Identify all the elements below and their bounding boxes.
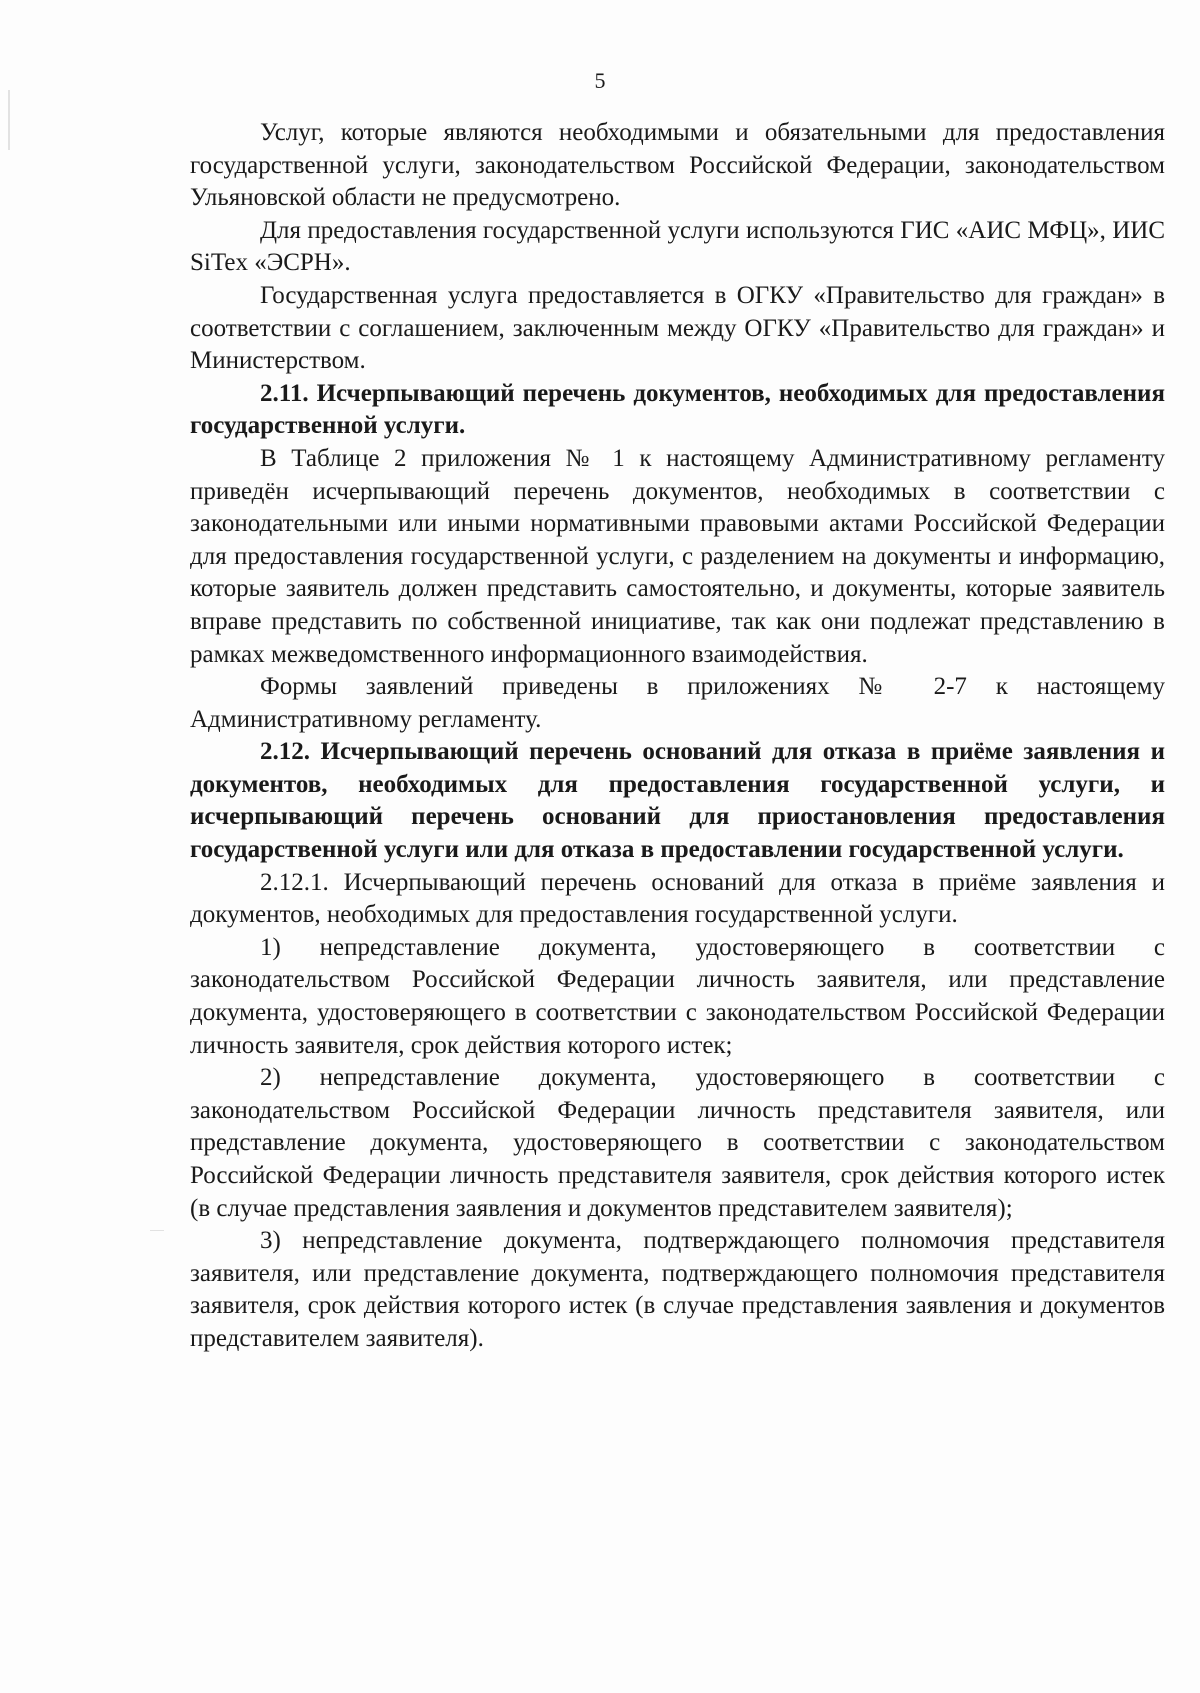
list-item-2: 2) непредставление документа, удостоверяющего в соответствии с законодательством Российской Федерации личность представителя заявителя, или представление документа, удостоверяющего в соответствии с законодательством Российской Федерации личность представителя заявителя, срок действия которого истек (в случае представления заявления и документов представителем заявителя); [190, 1064, 1165, 1222]
paragraph-provider: Государственная услуга предоставляется в ОГКУ «Правительство для граждан» в соответствии с соглашением, заключенным между ОГКУ «Правительство для граждан» и Министерством. [190, 281, 1165, 375]
paragraph-2-12-1: 2.12.1. Исчерпывающий перечень оснований для отказа в приёме заявления и документов, необходимых для предоставления государственной услуги. [190, 868, 1165, 929]
paragraph-forms: Формы заявлений приведены в приложениях № 2-7 к настоящему Административному регламенту. [190, 673, 1165, 733]
list-item-3: 3) непредставление документа, подтверждающего полномочия представителя заявителя, или представление документа, подтверждающего полномочия представителя заявителя, срок действия которого истек (в случае представления заявления и документов представителем заявителя). [190, 1227, 1165, 1352]
document-body [190, 117, 1165, 1356]
paragraph-services: Услуг, которые являются необходимыми и обязательными для предоставления государственной услуги, законодательством Российской Федерации, законодательством Ульяновской области не предусмотрено. [190, 119, 1165, 212]
heading-2-12: 2.12. Исчерпывающий перечень оснований для отказа в приёме заявления и документов, необходимых для предоставления государственной услуги, и исчерпывающий перечень оснований для приостановления предоставления государственной услуги или для отказа в предоставлении государственной услуги. [190, 738, 1165, 864]
page-number: 5 [594, 68, 606, 93]
list-item-1: 1) непредставление документа, удостоверяющего в соответствии с законодательством Российской Федерации личность заявителя, или представление документа, удостоверяющего в соответствии с законодательством Российской Федерации личность заявителя, срок действия которого истек; [190, 933, 1165, 1059]
paragraph-systems: Для предоставления государственной услуги используются ГИС «АИС МФЦ», ИИС SiTex «ЭСРН». [190, 216, 1165, 277]
paragraph-table-2: В Таблице 2 приложения № 1 к настоящему Административному регламенту приведён исчерпывающий перечень документов, необходимых в соответствии с законодательными или иными нормативными правовыми актами Российской Федерации для предоставления государственной услуги, с разделением на документы и информацию, которые заявитель должен представить самостоятельно, и документы, которые заявитель вправе представить по собственной инициативе, так как они подлежат представлению в рамках межведомственного информационного взаимодействия. [190, 444, 1165, 668]
heading-2-11: 2.11. Исчерпывающий перечень документов, необходимых для предоставления государственной услуги. [190, 379, 1165, 440]
scan-artifact [150, 1230, 164, 1231]
scan-artifact [8, 90, 10, 150]
